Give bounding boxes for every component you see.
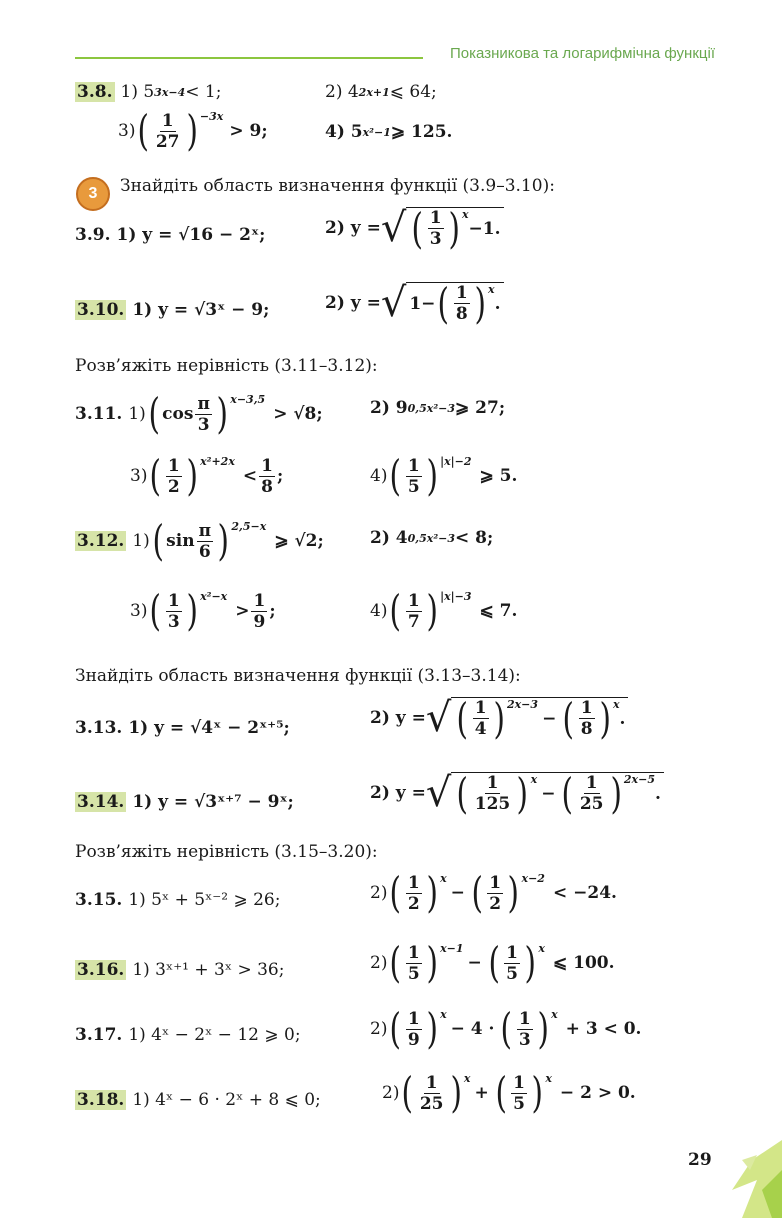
problem-3-14: 3.14. 1) y = √3ˣ⁺⁷ − 9ˣ;: [77, 792, 294, 812]
problem-3-8-d: 4) 5 x²−1 ⩾ 125.: [325, 122, 453, 142]
problem-3-14-b: 2) y = √ ( $\frac{1}{125}$ ) $^x$ − ( $\frac{1}{25}$ ) $^{2x-5}$ .: [370, 770, 664, 816]
running-header: [75, 40, 723, 70]
problem-3-8-row1: 3.8. 1) 5 3x−4 < 1;: [77, 82, 222, 102]
problem-3-8-c: 3) ( $\frac{1}{27}$ ) $^{-3x}$ > 9;: [118, 106, 268, 155]
problem-3-9-b: 2) y = √ ( $\frac{1}{3}$ ) $^x$ −1.: [325, 205, 504, 251]
problem-3-15: 3.15. 1) 5ˣ + 5ˣ⁻² ⩾ 26;: [75, 890, 281, 910]
problem-3-11-a: 3.11. 1) ( cos $\frac{\pi}{3}$ ) $^{x-3,5}$ > √8;: [75, 389, 323, 438]
problem-3-18-b: 2) ( $\frac{1}{25}$ ) $^x$ + ( $\frac{1}{5}$ ) $^x$ − 2 > 0.: [382, 1068, 636, 1117]
problem-3-15-b: 2) ( $\frac{1}{2}$ ) $^x$ − ( $\frac{1}{2}$ ) $^{x-2}$ < −24.: [370, 868, 617, 917]
instruction-1: Знайдіть область визначення функції (3.9–3.10):: [120, 176, 555, 196]
problem-3-11-d: 4) ( $\frac{1}{5}$ ) $^{|x|-2}$ ⩾ 5.: [370, 451, 518, 500]
problem-3-12-a: 3.12. 1) ( sin $\frac{\pi}{6}$ ) $^{2,5-x}$ ⩾ √2;: [77, 516, 324, 565]
problem-3-11-b: 2) 9 0,5x²−3 ⩾ 27;: [370, 398, 506, 418]
problem-3-9: 3.9. 1) y = √16 − 2ˣ;: [75, 225, 266, 245]
problem-3-16-b: 2) ( $\frac{1}{5}$ ) $^{x-1}$ − ( $\frac{1}{5}$ ) $^x$ ⩽ 100.: [370, 938, 615, 987]
problem-3-12-d: 4) ( $\frac{1}{7}$ ) $^{|x|-3}$ ⩽ 7.: [370, 586, 518, 635]
problem-3-16: 3.16. 1) 3ˣ⁺¹ + 3ˣ > 36;: [77, 960, 285, 980]
problem-3-10-b: 2) y = √ 1− ( $\frac{1}{8}$ ) $^x$ .: [325, 280, 504, 326]
problem-3-17: 3.17. 1) 4ˣ − 2ˣ − 12 ⩾ 0;: [75, 1025, 301, 1045]
difficulty-badge: 3: [76, 177, 110, 211]
problem-3-10: 3.10. 1) y = √3ˣ − 9;: [77, 300, 270, 320]
instruction-2: Розв’яжіть нерівність (3.11–3.12):: [75, 356, 378, 376]
problem-3-12-c: 3) ( $\frac{1}{3}$ ) $^{x^2-x}$ > $\frac{1}{9}$ ;: [130, 586, 276, 635]
decorative-leaf-icon: [712, 1120, 782, 1218]
problem-3-13: 3.13. 1) y = √4ˣ − 2ˣ⁺⁵;: [75, 718, 290, 738]
header-rule: [75, 57, 423, 59]
instruction-3: Знайдіть область визначення функції (3.13–3.14):: [75, 666, 521, 686]
problem-3-11-c: 3) ( $\frac{1}{2}$ ) $^{x^2+2x}$ < $\frac{1}{8}$ ;: [130, 451, 284, 500]
problem-3-18: 3.18. 1) 4ˣ − 6 · 2ˣ + 8 ⩽ 0;: [77, 1090, 321, 1110]
problem-3-8-b: 2) 4 2x+1 ⩽ 64;: [325, 82, 437, 102]
problem-3-12-b: 2) 4 0,5x²−3 < 8;: [370, 528, 494, 548]
page-number: 29: [688, 1150, 712, 1170]
instruction-4: Розв’яжіть нерівність (3.15–3.20):: [75, 842, 378, 862]
problem-number: 3.8.: [77, 82, 113, 102]
problem-3-13-b: 2) y = √ ( $\frac{1}{4}$ ) $^{2x-3}$ − ( $\frac{1}{8}$ ) $^x$ .: [370, 695, 628, 741]
problem-3-17-b: 2) ( $\frac{1}{9}$ ) $^x$ − 4 · ( $\frac{1}{3}$ ) $^x$ + 3 < 0.: [370, 1004, 642, 1053]
header-title: Показникова та логарифмічна функції: [450, 45, 715, 62]
